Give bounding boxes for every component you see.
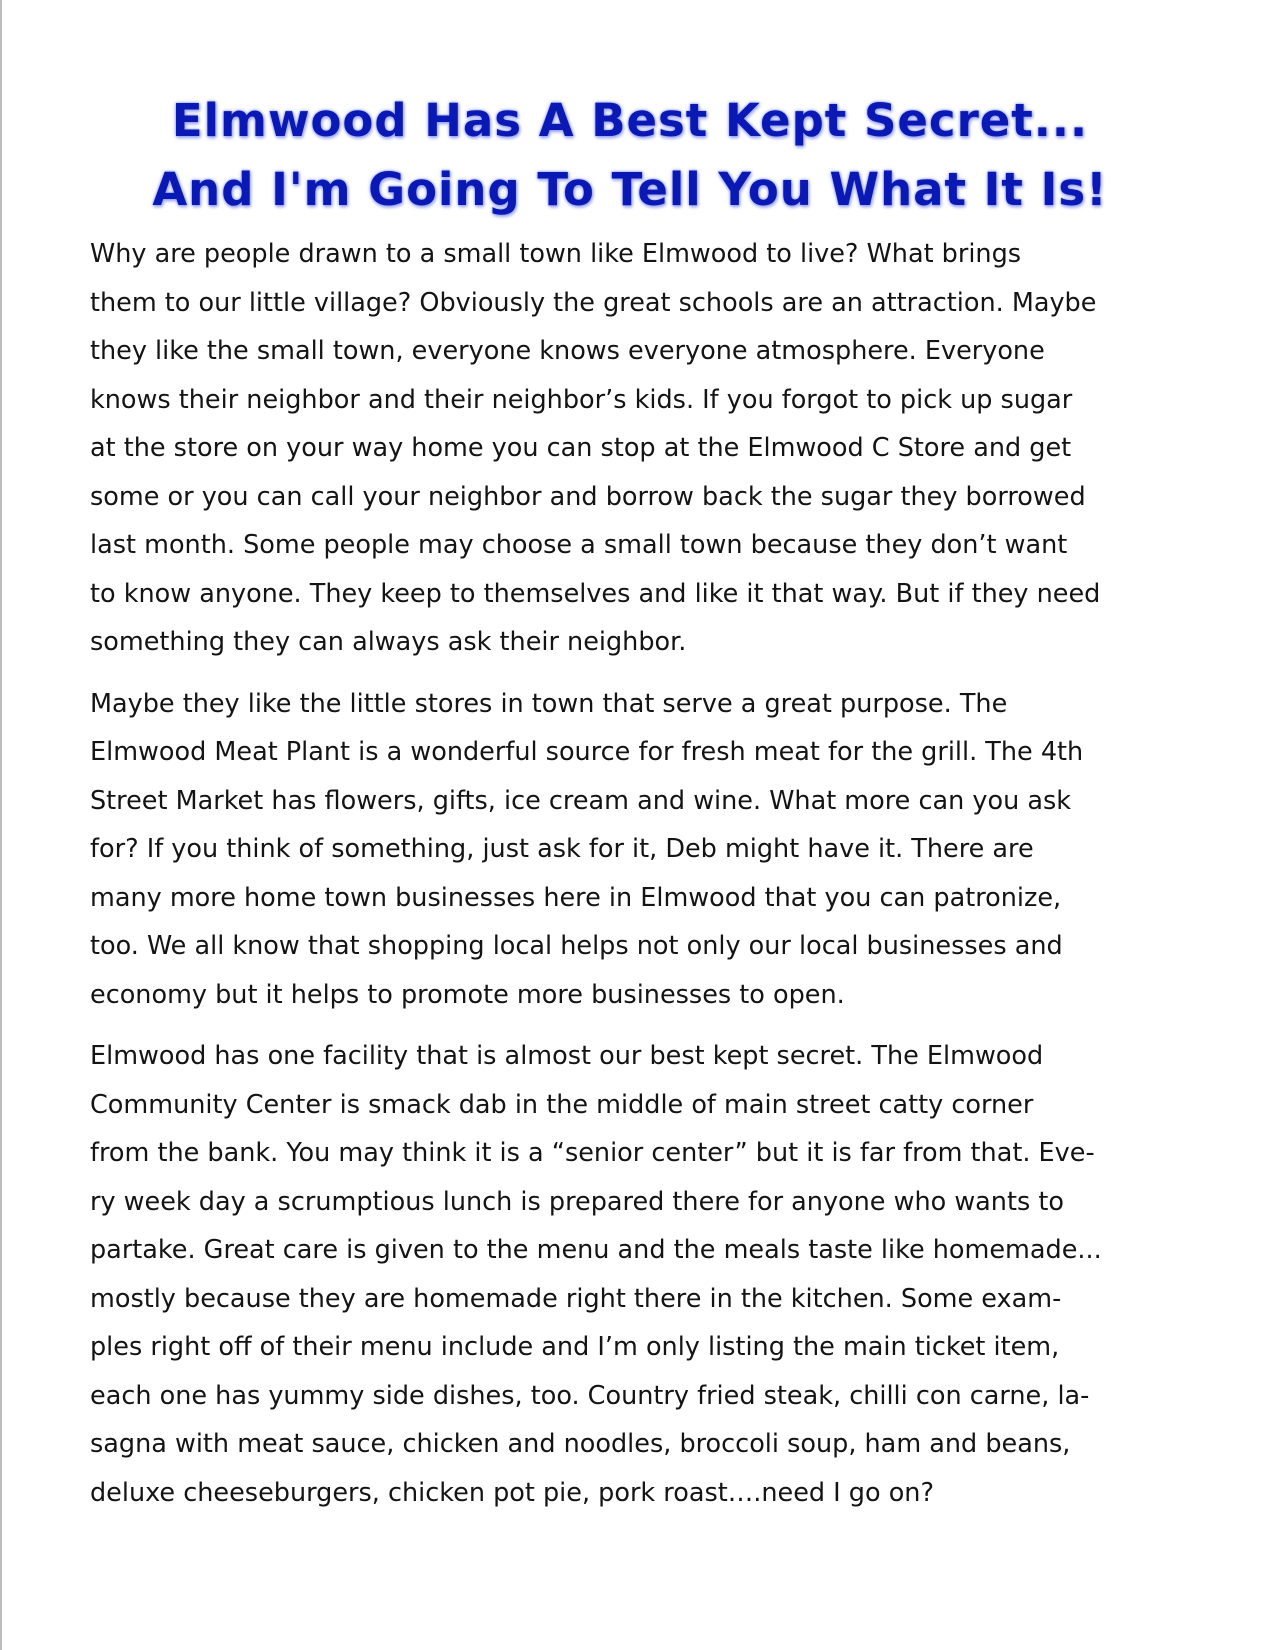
paragraph-line: Elmwood Meat Plant is a wonderful source for fresh meat for the grill. The 4th	[90, 737, 1084, 767]
paragraph-line: Elmwood has one facility that is almost our best kept secret. The Elmwood	[90, 1041, 1044, 1071]
paragraph-line: them to our little village? Obviously the great schools are an attraction. Maybe	[90, 287, 1097, 318]
paragraph-line: deluxe cheeseburgers, chicken pot pie, pork roast….need I go on?	[90, 1477, 934, 1508]
paragraph-line: from the bank. You may think it is a “senior center” but it is far from that. Eve-	[90, 1138, 1095, 1168]
paragraph-line: some or you can call your neighbor and borrow back the sugar they borrowed	[90, 481, 1086, 512]
paragraph-line: partake. Great care is given to the menu and the meals taste like homemade...	[90, 1235, 1102, 1265]
paragraph-line: economy but it helps to promote more businesses to open.	[90, 979, 845, 1010]
paragraph-line: to know anyone. They keep to themselves and like it that way. But if they need	[90, 578, 1101, 609]
headline-line-1: Elmwood Has A Best Kept Secret...	[171, 94, 1089, 147]
paragraph-line: at the store on your way home you can stop at the Elmwood C Store and get	[90, 433, 1072, 463]
article-paragraph	[90, 680, 1170, 1020]
paragraph-line: many more home town businesses here in Elmwood that you can patronize,	[90, 882, 1062, 913]
page-left-edge	[0, 0, 2, 1650]
article-paragraph	[90, 230, 1170, 667]
paragraph-line: knows their neighbor and their neighbor’s kids. If you forgot to pick up sugar	[90, 384, 1073, 415]
paragraph-line: Community Center is smack dab in the middle of main street catty corner	[90, 1089, 1034, 1120]
paragraph-line: they like the small town, everyone knows everyone atmosphere. Everyone	[90, 336, 1045, 366]
paragraph-line: something they can always ask their neighbor.	[90, 627, 687, 657]
paragraph-line: last month. Some people may choose a small town because they don’t want	[90, 530, 1068, 560]
headline-line-2: And I'm Going To Tell You What It Is!	[152, 163, 1108, 216]
paragraph-line: ples right off of their menu include and I’m only listing the main ticket item,	[90, 1332, 1060, 1362]
paragraph-line: for? If you think of something, just ask for it, Deb might have it. There are	[90, 834, 1034, 864]
paragraph-line: too. We all know that shopping local helps not only our local businesses and	[90, 931, 1063, 961]
paragraph-line: each one has yummy side dishes, too. Country fried steak, chilli con carne, la-	[90, 1380, 1090, 1411]
article-page	[90, 86, 1170, 1530]
article-paragraph	[90, 1032, 1170, 1517]
article-headline	[90, 86, 1170, 224]
paragraph-line: sagna with meat sauce, chicken and noodles, broccoli soup, ham and beans,	[90, 1429, 1071, 1459]
paragraph-line: Maybe they like the little stores in town that serve a great purpose. The	[90, 688, 1008, 719]
paragraph-line: ry week day a scrumptious lunch is prepared there for anyone who wants to	[90, 1186, 1064, 1217]
article-body	[90, 230, 1170, 1517]
paragraph-line: Why are people drawn to a small town like Elmwood to live? What brings	[90, 239, 1022, 269]
paragraph-line: Street Market has flowers, gifts, ice cream and wine. What more can you ask	[90, 785, 1072, 816]
paragraph-line: mostly because they are homemade right there in the kitchen. Some exam-	[90, 1283, 1062, 1314]
